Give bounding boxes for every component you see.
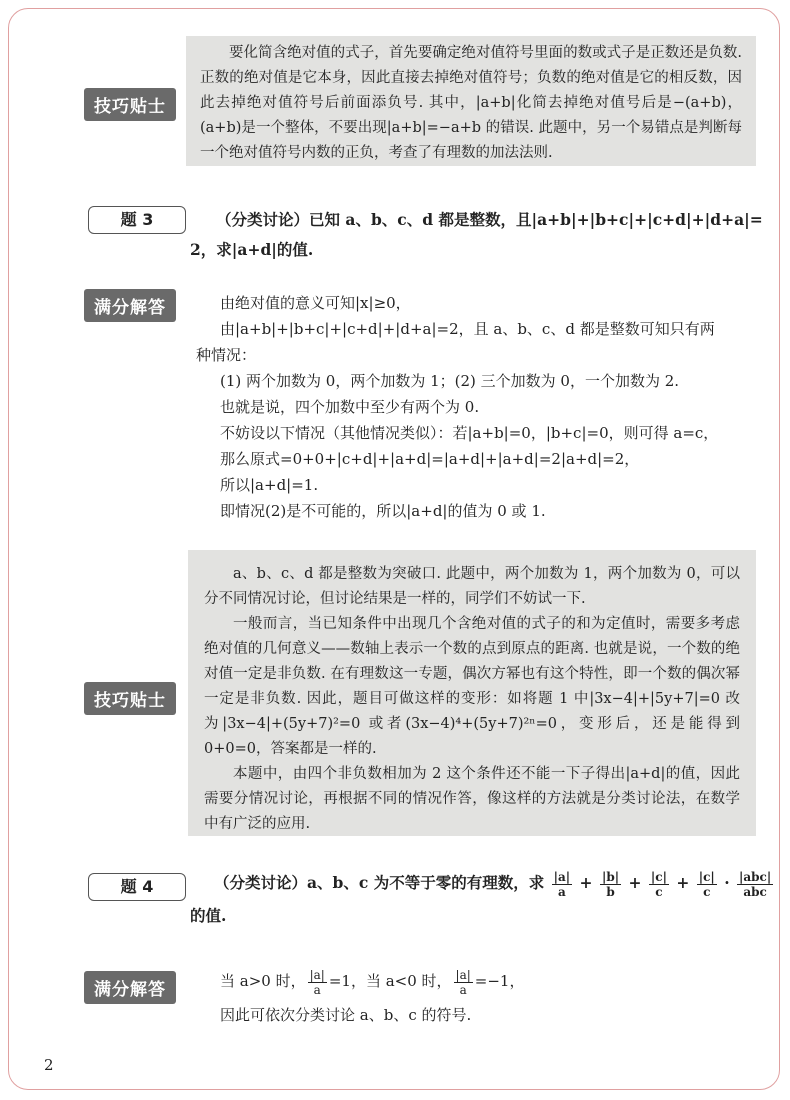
answer-label-4: 满分解答 — [84, 971, 176, 1004]
answer-3-body — [196, 290, 756, 524]
tip-2-paragraph-1: a、b、c、d 都是整数为突破口. 此题中，两个加数为 1，两个加数为 0，可以分不同情况讨论，但讨论结果是一样的，同学们不妨试一下. — [204, 566, 740, 607]
tip-2-paragraph-3: 本题中，由四个非负数相加为 2 这个条件还不能一下子得出|a+d|的值，因此需要分情况讨论，再根据不同的情况作答，像这样的方法就是分类讨论法，在数学中有广泛的应用. — [204, 766, 740, 832]
question-4-line-1 — [214, 868, 772, 899]
plus-sign: + — [628, 873, 642, 892]
fraction-b — [600, 870, 621, 899]
fraction-denominator: abc — [743, 884, 767, 899]
question-text-4 — [190, 868, 772, 931]
answer-3-line: 也就是说，四个加数中至少有两个为 0. — [220, 398, 480, 416]
answer-3-line: 由|a+b|+|b+c|+|c+d|+|d+a|=2，且 a、b、c、d 都是整数可知只有两 — [220, 320, 715, 338]
answer-3-line: 种情况： — [196, 346, 257, 364]
fraction-denominator: a — [557, 884, 566, 899]
fraction-denominator: a — [459, 982, 467, 997]
plus-sign: + — [579, 873, 593, 892]
fraction-denominator: b — [606, 884, 615, 899]
page-number: 2 — [44, 1056, 54, 1074]
question-label-4: 题 4 — [88, 873, 186, 901]
fraction-denominator: c — [703, 884, 711, 899]
fraction-numerator: |abc| — [739, 869, 772, 884]
fraction-denominator: a — [313, 982, 321, 997]
tip-text-1: 要化简含绝对值的式子，首先要确定绝对值符号里面的数或式子是正数还是负数. 正数的绝对值是它本身，因此直接去掉绝对值符号；负数的绝对值是它的相反数，因此去掉绝对值符号后前面添负号. 其中，|a+b|化简去掉绝对值号后是−(a+b)，(a+b)是一个整体，不要出现|a+b|=−a+b 的错误. 此题中，另一个易错点是判断每一个绝对值符号内数的正负，考查了有理数的加法法则. — [200, 45, 742, 161]
fraction-numerator: |a| — [553, 869, 571, 884]
question-4-line-2: 的值. — [190, 905, 227, 925]
question-3-line-2: 2，求|a+d|的值. — [190, 240, 314, 259]
fraction-a — [552, 870, 573, 899]
tip-box-1 — [186, 36, 756, 166]
fraction-abc — [737, 870, 773, 899]
answer-4-text-a: 当 a>0 时， — [220, 972, 306, 990]
answer-4-body — [220, 964, 760, 1032]
dot-sign: · — [724, 873, 730, 892]
answer-3-line: 由绝对值的意义可知|x|≥0， — [220, 294, 411, 312]
question-3-line-1: （分类讨论）已知 a、b、c、d 都是整数，且|a+b|+|b+c|+|c+d|+|d+a|= — [216, 210, 763, 229]
fraction-abs-a-over-a — [308, 968, 327, 997]
fraction-c-2 — [697, 870, 717, 899]
answer-3-line: (1) 两个加数为 0，两个加数为 1；(2) 三个加数为 0，一个加数为 2. — [220, 372, 680, 390]
answer-4-text-b: =1，当 a<0 时， — [328, 972, 452, 990]
fraction-abs-a-over-a — [454, 968, 473, 997]
answer-3-line: 那么原式=0+0+|c+d|+|a+d|=|a+d|+|a+d|=2|a+d|=2， — [220, 450, 640, 468]
tip-label-1: 技巧贴士 — [84, 88, 176, 121]
question-4-prefix: （分类讨论）a、b、c 为不等于零的有理数，求 — [214, 873, 545, 892]
tip-box-2 — [188, 550, 756, 836]
fraction-numerator: |b| — [601, 869, 620, 884]
answer-4-line-1 — [220, 964, 760, 998]
tip-label-2: 技巧贴士 — [84, 682, 176, 715]
fraction-numerator: |a| — [309, 967, 325, 982]
answer-4-line-2: 因此可依次分类讨论 a、b、c 的符号. — [220, 1006, 472, 1024]
fraction-numerator: |c| — [650, 869, 667, 884]
answer-4-text-c: =−1， — [474, 972, 525, 990]
fraction-numerator: |a| — [455, 967, 471, 982]
answer-label-3: 满分解答 — [84, 289, 176, 322]
question-label-3: 题 3 — [88, 206, 186, 234]
answer-3-line: 不妨设以下情况（其他情况类似）：若|a+b|=0，|b+c|=0，则可得 a=c， — [220, 424, 719, 442]
question-text-3 — [190, 205, 763, 265]
plus-sign: + — [676, 873, 690, 892]
tip-2-paragraph-2: 一般而言，当已知条件中出现几个含绝对值的式子的和为定值时，需要多考虑绝对值的几何意义——数轴上表示一个数的点到原点的距离. 也就是说，一个数的绝对值一定是非负数. 在有理数这一专题，偶次方幂也有这个特性，即一个数的偶次幂一定是非负数. 因此，题目可做这样的变形：如将题 1 中|3x−4|+|5y+7|=0 改为|3x−4|+(5y+7)²=0 或者(3x−4)⁴+(5y+7)²ⁿ=0，变形后，还是能得到 0+0=0，答案都是一样的. — [204, 616, 740, 757]
fraction-denominator: c — [655, 884, 663, 899]
fraction-c — [649, 870, 669, 899]
fraction-numerator: |c| — [698, 869, 715, 884]
answer-3-line: 所以|a+d|=1. — [220, 476, 319, 494]
answer-3-line: 即情况(2)是不可能的，所以|a+d|的值为 0 或 1. — [220, 502, 546, 520]
